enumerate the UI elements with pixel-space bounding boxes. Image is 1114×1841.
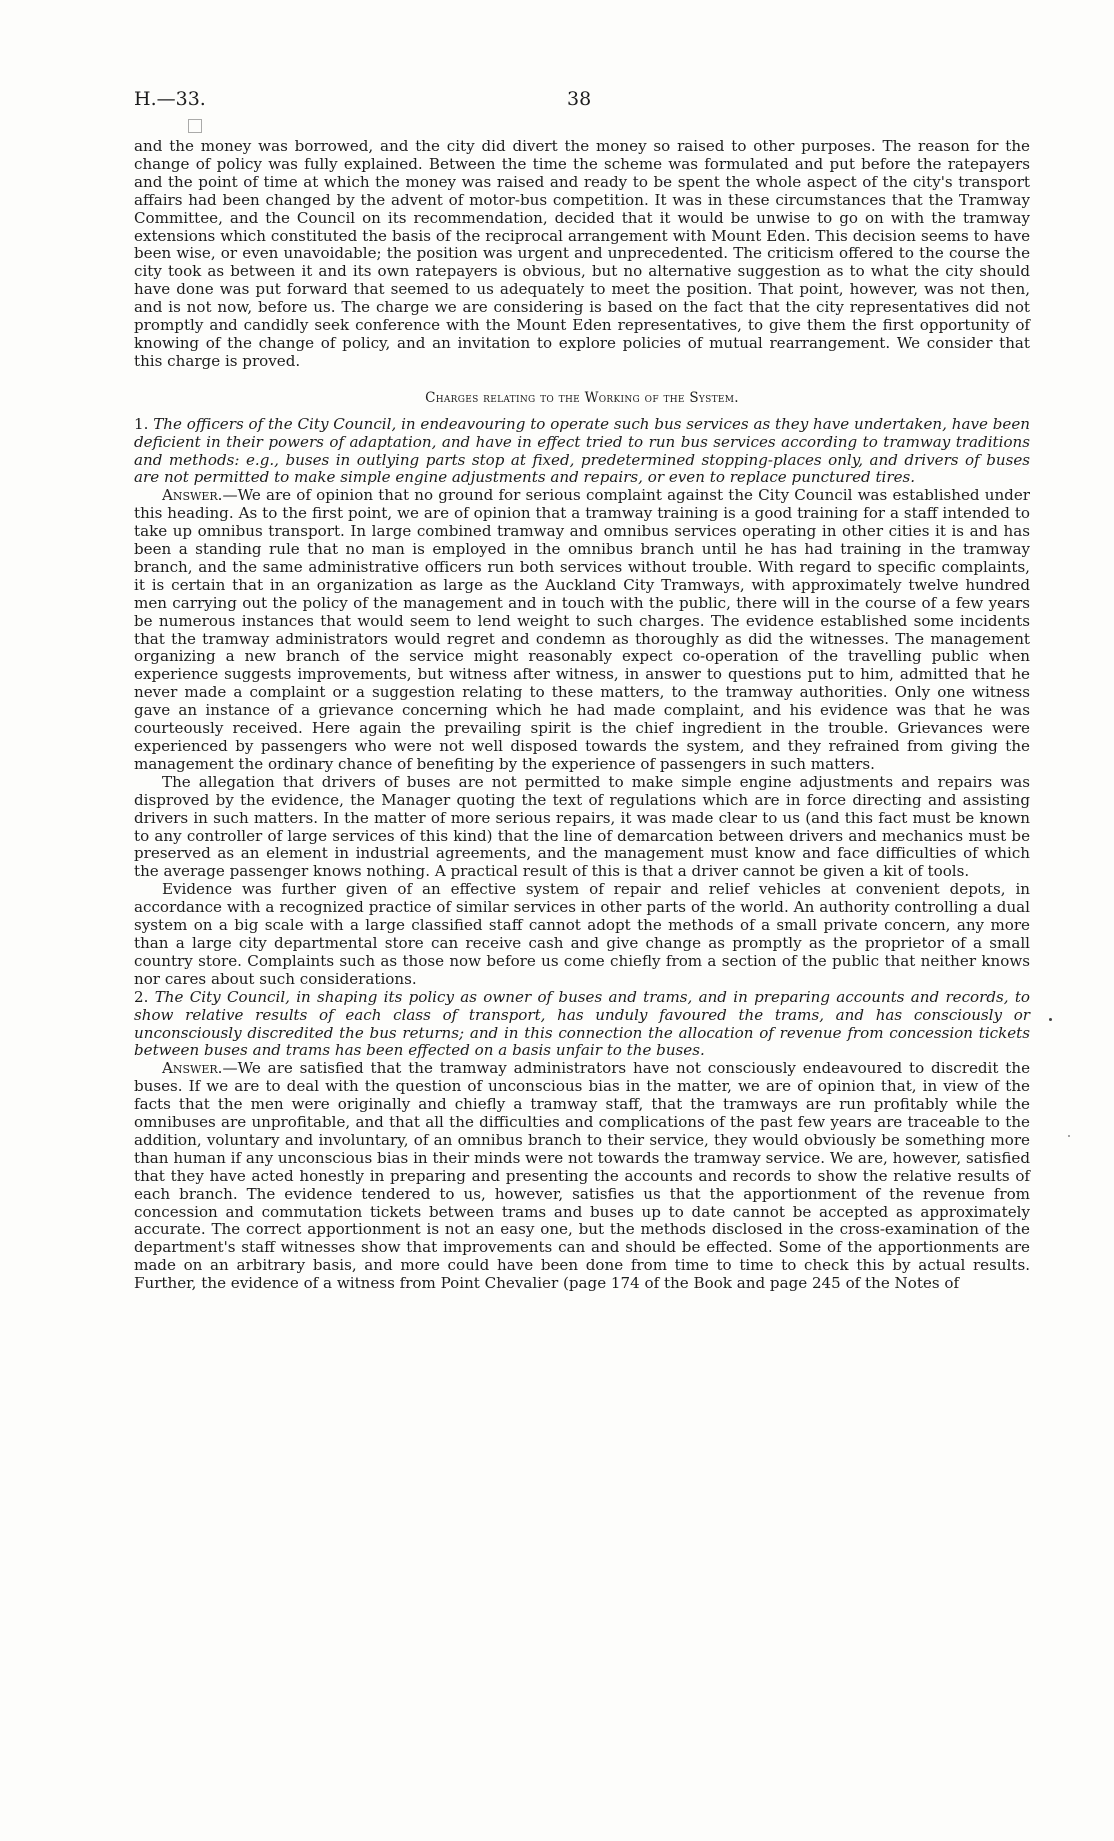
answer-2-text: —We are satisfied that the tramway administrators have not consciously endeavoured to discredit the buses. If we are to deal with the question of unconscious bias in the matter, we are of opinion that, in view of the facts that the men were originally and chiefly a tramway staff, that the tramways are run profitably while the omnibuses are unprofitable, and that all the difficulties and complications of the past few years are traceable to the addition, voluntary and involuntary, of an omnibus branch to their service, they would obviously be something more than human if any unconscious bias in their minds were not towards the tramway service. We are, however, satisfied that they have acted honestly in preparing and presenting the accounts and records to show the relative results of each branch. The evidence tendered to us, however, satisfies us that the apportionment of the revenue from concession and commutation tickets between trams and buses up to date cannot be accepted as approximately accurate. The correct apportionment is not an easy one, but the methods disclosed in the cross-examination of the department's staff witnesses show that improvements can and should be effected. Some of the apportionments are made on an arbitrary basis, and more could have been done from time to time to check this by actual results. Further, the evidence of a witness from Point Chevalier (page 174 of the Book and page 245 of the Notes of [134, 1059, 1030, 1293]
document-reference: H.—33. [134, 88, 206, 110]
charge-1 [134, 416, 1030, 488]
paragraph-evidence: Evidence was further given of an effective system of repair and relief vehicles at convenient depots, in accordance with a recognized practice of similar services in other parts of the world. An authority controlling a dual system on a big scale with a large classified staff cannot adopt the methods of a small private concern, any more than a large city departmental store can receive cash and give change as promptly as the proprietor of a small country store. Complaints such as those now before us come chiefly from a section of the public that neither knows nor cares about such considerations. [134, 880, 1030, 988]
body-text [134, 138, 1030, 1293]
charge-1-number: 1. [134, 414, 149, 433]
paragraph-intro: and the money was borrowed, and the city did divert the money so raised to other purposes. The reason for the change of policy was fully explained. Between the time the scheme was formulated and put before the ratepayers and the point of time at which the money was raised and ready to be spent the whole aspect of the city's transport affairs had been changed by the advent of motor-bus competition. It was in these circumstances that the Tramway Committee, and the Council on its recommendation, decided that it would be unwise to go on with the tramway extensions which constituted the basis of the reciprocal arrangement with Mount Eden. This decision seems to have been wise, or even unavoidable; the position was urgent and unprecedented. The criticism offered to the course the city took as between it and its own ratepayers is obvious, but no alternative suggestion as to what the city should have done was put forward that seemed to us adequately to meet the position. That point, however, was not then, and is not now, before us. The charge we are considering is based on the fact that the city representatives did not promptly and candidly seek conference with the Mount Eden representatives, to give them the first opportunity of knowing of the change of policy, and an invitation to explore policies of mutual rearrangement. We consider that this charge is proved. [134, 137, 1030, 370]
ink-mark [188, 119, 202, 133]
section-heading: Charges relating to the Working of the System. [425, 389, 739, 406]
charge-2-text: The City Council, in shaping its policy as owner of buses and trams, and in preparing accounts and records, to show relative results of each class of transport, has unduly favoured the trams, and has consciously or unconsciously discredited the bus returns; and in this connection the allocation of revenue from concession tickets between buses and trams has been effected on a basis unfair to the buses. [134, 987, 1030, 1060]
answer-2-label: Answer. [162, 1059, 223, 1078]
charge-2-number: 2. [134, 987, 149, 1006]
answer-1-text: —We are of opinion that no ground for serious complaint against the City Council was established under this heading. As to the first point, we are of opinion that a tramway training is a good training for a staff intended to take up omnibus transport. In large combined tramway and omnibus services operating in other cities it is and has been a standing rule that no man is employed in the omnibus branch until he has had training in the tramway branch, and the same administrative officers run both services without trouble. With regard to specific complaints, it is certain that in an organization as large as the Auckland City Tramways, with approximately twelve hundred men carrying out the policy of the management and in touch with the public, there will in the course of a few years be numerous instances that would seem to lend weight to such charges. The evidence established some incidents that the tramway administrators would regret and condemn as thoroughly as did the witnesses. The management organizing a new branch of the service might reasonably expect co-operation of the travelling public when experience suggests improvements, but witness after witness, in answer to questions put to him, admitted that he never made a complaint or a suggestion relating to these matters, to the tramway authorities. Only one witness gave an instance of a grievance concerning which he had made complaint, and his evidence was that he was courteously received. Here again the prevailing spirit is the chief ingredient in the trouble. Grievances were experienced by passengers who were not well disposed towards the system, and they refrained from giving the management the ordinary chance of benefiting by the experience of passengers in such matters. [134, 486, 1030, 773]
ink-dot [1068, 1135, 1070, 1137]
paragraph-allegation: The allegation that drivers of buses are not permitted to make simple engine adjustments and repairs was disproved by the evidence, the Manager quoting the text of regulations which are in force directing and assisting drivers in such matters. In the matter of more serious repairs, it was made clear to us (and this fact must be known to any controller of large services of this kind) that the line of demarcation between drivers and mechanics must be preserved as an element in industrial agreements, and the management must know and face difficulties of which the average passenger knows nothing. A practical result of this is that a driver cannot be given a kit of tools. [134, 772, 1030, 881]
page-number: 38 [567, 88, 592, 110]
charge-1-text: The officers of the City Council, in endeavouring to operate such bus services as they have undertaken, have been deficient in their powers of adaptation, and have in effect tried to run bus services according to tramway traditions and methods: e.g., buses in outlying parts stop at fixed, predetermined stopping-places only, and drivers of buses are not permitted to make simple engine adjustments and repairs, or even to replace punctured tires. [134, 414, 1030, 487]
page-header [134, 88, 1030, 118]
ink-dot [1049, 1018, 1052, 1021]
answer-1-label: Answer. [162, 486, 223, 505]
charge-2 [134, 989, 1030, 1061]
answer-2 [134, 1060, 1030, 1293]
answer-1 [134, 487, 1030, 774]
